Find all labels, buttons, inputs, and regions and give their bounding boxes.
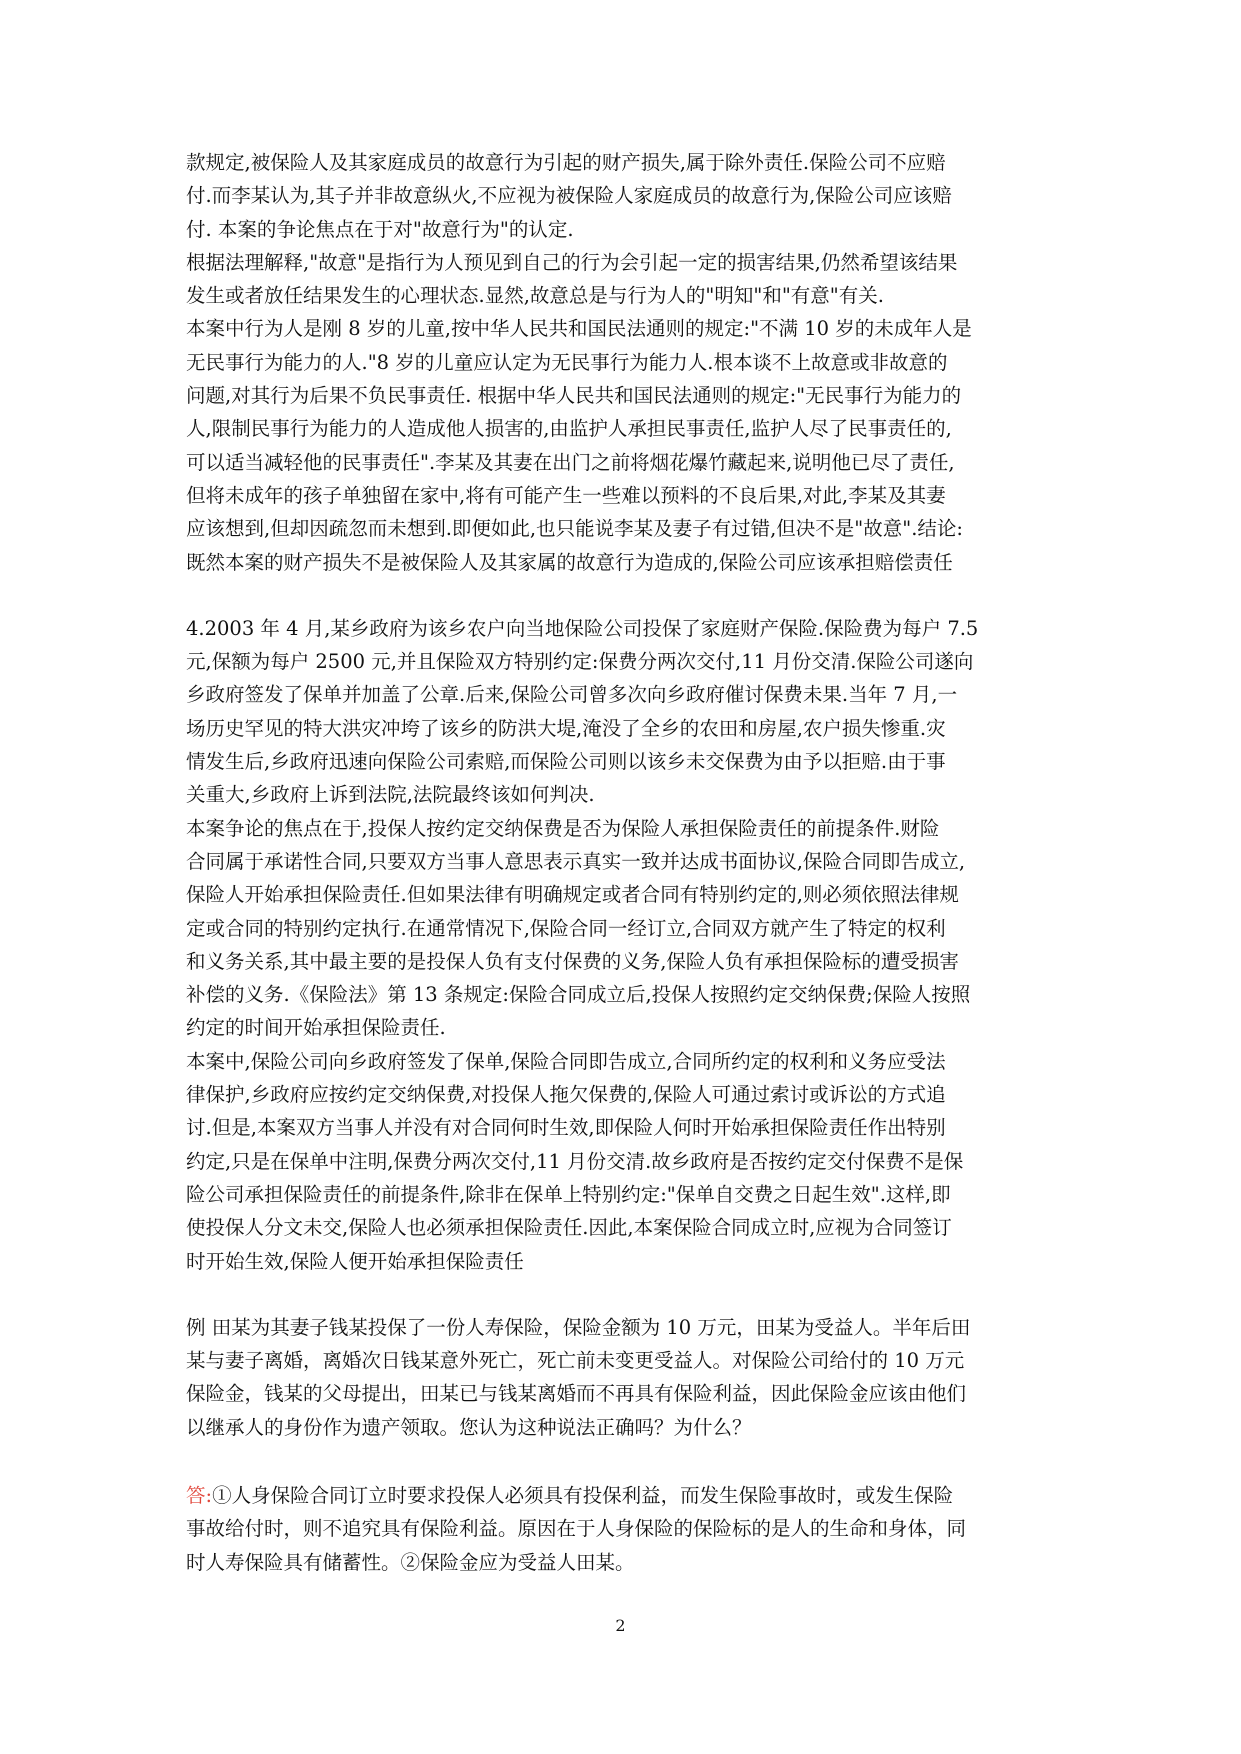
- text-line: 人,限制民事行为能力的人造成他人损害的,由监护人承担民事责任,监护人尽了民事责任的,: [186, 417, 952, 441]
- answer-text: ①人身保险合同订立时要求投保人必须具有投保利益，而发生保险事故时，或发生保险: [212, 1483, 954, 1507]
- text-line: 本案中行为人是刚 8 岁的儿童,按中华人民共和国民法通则的规定:"不满 10 岁的未成年人是: [186, 317, 972, 341]
- page-number: 2: [615, 1616, 626, 1635]
- text-line: 险公司承担保险责任的前提条件,除非在保单上特别约定:"保单自交费之日起生效".这样,即: [186, 1182, 951, 1206]
- text-line: 保险人开始承担保险责任.但如果法律有明确规定或者合同有特别约定的,则必须依照法律规: [186, 883, 959, 907]
- text-line: 发生或者放任结果发生的心理状态.显然,故意总是与行为人的"明知"和"有意"有关.: [186, 284, 884, 308]
- text-line: 付. 本案的争论焦点在于对"故意行为"的认定.: [186, 217, 574, 241]
- text-line: 但将未成年的孩子单独留在家中,将有可能产生一些难以预料的不良后果,对此,李某及其妻: [186, 483, 946, 507]
- text-line: 关重大,乡政府上诉到法院,法院最终该如何判决.: [186, 783, 595, 807]
- text-line: 4.2003 年 4 月,某乡政府为该乡农户向当地保险公司投保了家庭财产保险.保险费为每户 7.5: [186, 616, 979, 640]
- text-line: 补偿的义务.《保险法》第 13 条规定:保险合同成立后,投保人按照约定交纳保费;保险人按照: [186, 983, 971, 1007]
- text-line: 本案中,保险公司向乡政府签发了保单,保险合同即告成立,合同所约定的权利和义务应受法: [186, 1049, 946, 1073]
- text-line: 款规定,被保险人及其家庭成员的故意行为引起的财产损失,属于除外责任.保险公司不应赔: [186, 151, 946, 174]
- text-line: 定或合同的特别约定执行.在通常情况下,保险合同一经订立,合同双方就产生了特定的权利: [186, 916, 946, 940]
- paragraph-gap: [186, 1278, 1052, 1311]
- text-line: 问题,对其行为后果不负民事责任. 根据中华人民共和国民法通则的规定:"无民事行为能力的: [186, 384, 962, 408]
- answer-first-line: [186, 1479, 1052, 1512]
- text-line: 时开始生效,保险人便开始承担保险责任: [186, 1249, 524, 1273]
- text-line: 场历史罕见的特大洪灾冲垮了该乡的防洪大堤,淹没了全乡的农田和房屋,农户损失惨重.灾: [186, 716, 946, 740]
- text-line: 约定,只是在保单中注明,保费分两次交付,11 月份交清.故乡政府是否按约定交付保费不是保: [186, 1149, 964, 1173]
- text-line: 讨.但是,本案双方当事人并没有对合同何时生效,即保险人何时开始承担保险责任作出特别: [186, 1116, 946, 1140]
- text-line: 本案争论的焦点在于,投保人按约定交纳保费是否为保险人承担保险责任的前提条件.财险: [186, 816, 940, 840]
- text-line: 律保护,乡政府应按约定交纳保费,对投保人拖欠保费的,保险人可通过索讨或诉讼的方式追: [186, 1083, 946, 1107]
- text-line: 例 田某为其妻子钱某投保了一份人寿保险，保险金额为 10 万元，田某为受益人。半年后田: [186, 1315, 971, 1339]
- example-question: [186, 1311, 1052, 1444]
- text-line: 既然本案的财产损失不是被保险人及其家属的故意行为造成的,保险公司应该承担赔偿责任: [186, 550, 953, 574]
- text-line: 和义务关系,其中最主要的是投保人负有支付保费的义务,保险人负有承担保险标的遭受损害: [186, 949, 959, 973]
- text-line: 情发生后,乡政府迅速向保险公司索赔,而保险公司则以该乡未交保费为由予以拒赔.由于事: [186, 750, 946, 774]
- document-page: [186, 146, 1052, 1579]
- text-line: 元,保额为每户 2500 元,并且保险双方特别约定:保费分两次交付,11 月份交清.保险公司遂向: [186, 650, 974, 674]
- text-line: 根据法理解释,"故意"是指行为人预见到自己的行为会引起一定的损害结果,仍然希望该结果: [186, 250, 958, 274]
- text-line: 合同属于承诺性合同,只要双方当事人意思表示真实一致并达成书面协议,保险合同即告成立,: [186, 849, 966, 873]
- text-line: 无民事行为能力的人."8 岁的儿童应认定为无民事行为能力人.根本谈不上故意或非故意的: [186, 350, 948, 374]
- text-line: 约定的时间开始承担保险责任.: [186, 1016, 446, 1040]
- text-line: 可以适当减轻他的民事责任".李某及其妻在出门之前将烟花爆竹藏起来,说明他已尽了责任,: [186, 450, 955, 474]
- text-line: 保险金，钱某的父母提出，田某已与钱某离婚而不再具有保险利益，因此保险金应该由他们: [186, 1382, 967, 1406]
- text-line: 乡政府签发了保单并加盖了公章.后来,保险公司曾多次向乡政府催讨保费未果.当年 7 月,一: [186, 683, 958, 707]
- paragraph-gap: [186, 1444, 1052, 1479]
- answer-section: [186, 1479, 1052, 1579]
- text-line: 使投保人分文未交,保险人也必须承担保险责任.因此,本案保险合同成立时,应视为合同签订: [186, 1216, 952, 1240]
- case4-section: [186, 612, 1052, 1278]
- text-line: 以继承人的身份作为遗产领取。您认为这种说法正确吗？为什么？: [186, 1415, 752, 1439]
- paragraph-gap: [186, 579, 1052, 612]
- text-line: 付.而李某认为,其子并非故意纵火,不应视为被保险人家庭成员的故意行为,保险公司应该赔: [186, 184, 952, 208]
- text-line: 应该想到,但却因疏忽而未想到.即便如此,也只能说李某及妻子有过错,但决不是"故意".结论:: [186, 517, 964, 541]
- text-line: 时人寿保险具有储蓄性。②保险金应为受益人田某。: [186, 1550, 635, 1574]
- text-line: 事故给付时，则不追究具有保险利益。原因在于人身保险的保险标的是人的生命和身体，同: [186, 1517, 967, 1541]
- text-line: 某与妻子离婚，离婚次日钱某意外死亡，死亡前未变更受益人。对保险公司给付的 10 万元: [186, 1349, 965, 1373]
- answer-label: 答:: [186, 1483, 213, 1507]
- case3-analysis: [186, 146, 1052, 579]
